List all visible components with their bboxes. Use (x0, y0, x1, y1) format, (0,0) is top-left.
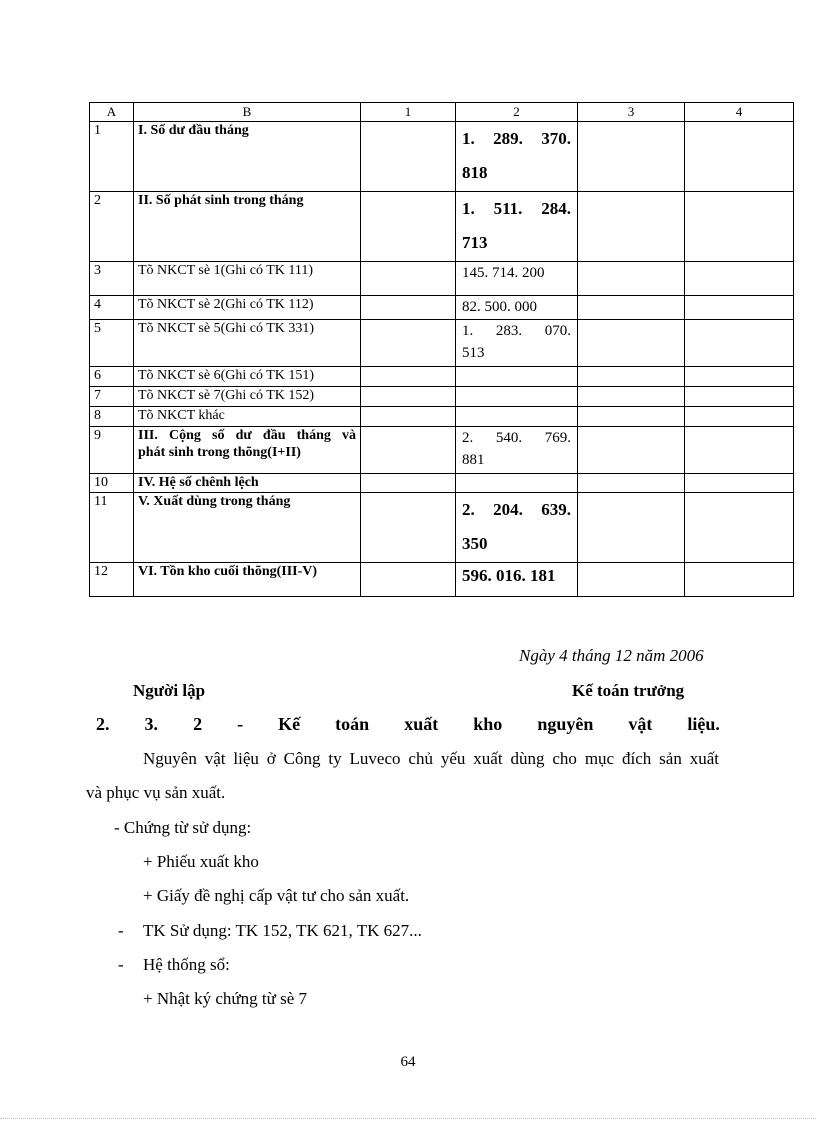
cell-col1 (361, 563, 456, 597)
cell-col1 (361, 407, 456, 427)
cell-col3 (578, 367, 685, 387)
heading-word: toán (335, 714, 370, 734)
cell-col1 (361, 262, 456, 296)
paragraph-line: Nguyên vật liệu ở Công ty Luveco chủ yếu xuất dùng cho mục đích sản xuất (143, 749, 719, 768)
list-item: + Phiếu xuất kho (143, 852, 259, 871)
col-header-a: A (90, 103, 134, 122)
row-label: V. Xuất dùng trong tháng (134, 493, 361, 563)
cell-col1 (361, 192, 456, 262)
table-row (90, 122, 794, 192)
value-line: 513 (462, 345, 485, 361)
cell-col4 (685, 296, 794, 320)
cell-col2 (456, 407, 578, 427)
heading-word: liệu. (687, 714, 720, 734)
heading-word: 2 (193, 714, 203, 734)
row-label: VI. Tồn kho cuối thõng(III-V) (134, 563, 361, 597)
date-line: Ngày 4 tháng 12 năm 2006 (519, 646, 704, 665)
cell-col1 (361, 427, 456, 474)
row-index: 4 (90, 296, 134, 320)
table-row (90, 474, 794, 493)
row-index: 11 (90, 493, 134, 563)
cell-col2 (456, 493, 578, 563)
value-line: 881 (462, 452, 485, 468)
row-label: I. Số dư đầu tháng (134, 122, 361, 192)
row-label: IV. Hệ số chênh lệch (134, 474, 361, 493)
cell-col2: 145. 714. 200 (456, 262, 578, 296)
cell-col4 (685, 427, 794, 474)
cell-col2 (456, 192, 578, 262)
row-index: 5 (90, 320, 134, 367)
cell-col2 (456, 122, 578, 192)
col-header-2: 2 (456, 103, 578, 122)
ledger-table (89, 102, 794, 597)
cell-col1 (361, 296, 456, 320)
row-index: 10 (90, 474, 134, 493)
cell-col4 (685, 407, 794, 427)
col-header-1: 1 (361, 103, 456, 122)
row-index: 12 (90, 563, 134, 597)
cell-col3 (578, 563, 685, 597)
cell-col4 (685, 387, 794, 407)
row-label: Tõ NKCT sè 2(Ghi có TK 112) (134, 296, 361, 320)
cell-col2: 596. 016. 181 (456, 563, 578, 597)
cell-col4 (685, 493, 794, 563)
row-label: Tõ NKCT sè 5(Ghi có TK 331) (134, 320, 361, 367)
row-index: 7 (90, 387, 134, 407)
list-item: + Giấy đề nghị cấp vật tư cho sản xuất. (143, 886, 410, 905)
cell-col4 (685, 563, 794, 597)
cell-col1 (361, 122, 456, 192)
label-line: III. Cộng số dư đầu tháng và (138, 428, 356, 443)
row-index: 6 (90, 367, 134, 387)
col-header-4: 4 (685, 103, 794, 122)
table-row (90, 387, 794, 407)
cell-col4 (685, 262, 794, 296)
cell-col3 (578, 296, 685, 320)
cell-col3 (578, 262, 685, 296)
table-row (90, 192, 794, 262)
table-row (90, 493, 794, 563)
cell-col2 (456, 320, 578, 367)
cell-col1 (361, 367, 456, 387)
list-heading: - Chứng từ sử dụng: (114, 818, 252, 837)
cell-col3 (578, 192, 685, 262)
table-row (90, 320, 794, 367)
row-index: 9 (90, 427, 134, 474)
table-header-row (90, 103, 794, 122)
row-label (134, 427, 361, 474)
table-row (90, 367, 794, 387)
heading-word: - (237, 714, 244, 734)
value-line: 1. 289. 370. (462, 129, 571, 148)
cell-col4 (685, 320, 794, 367)
heading-word: kho (473, 714, 503, 734)
value-line: 818 (462, 163, 488, 182)
page-number: 64 (400, 1054, 416, 1070)
row-index: 8 (90, 407, 134, 427)
value-line: 2. 204. 639. (462, 500, 571, 519)
paragraph-line: và phục vụ sản xuất. (86, 783, 226, 802)
cell-col1 (361, 493, 456, 563)
cell-col3 (578, 387, 685, 407)
cell-col3 (578, 320, 685, 367)
row-index: 2 (90, 192, 134, 262)
row-label: Tõ NKCT sè 6(Ghi có TK 151) (134, 367, 361, 387)
cell-col1 (361, 387, 456, 407)
cell-col4 (685, 474, 794, 493)
row-label: Tõ NKCT sè 1(Ghi có TK 111) (134, 262, 361, 296)
cell-col2 (456, 427, 578, 474)
signer-chief-accountant: Kế toán trưởng (572, 681, 685, 700)
row-index: 3 (90, 262, 134, 296)
cell-col4 (685, 192, 794, 262)
row-label: Tõ NKCT khác (134, 407, 361, 427)
value-line: 713 (462, 233, 488, 252)
row-label: Tõ NKCT sè 7(Ghi có TK 152) (134, 387, 361, 407)
cell-col2: 82. 500. 000 (456, 296, 578, 320)
value-line: 2. 540. 769. (462, 430, 571, 446)
list-bullet: - (118, 921, 124, 940)
cell-col4 (685, 122, 794, 192)
heading-word: vật (628, 714, 653, 734)
cell-col2 (456, 387, 578, 407)
list-bullet: - (118, 955, 124, 974)
list-item: + Nhật ký chứng từ sè 7 (143, 989, 307, 1008)
cell-col2 (456, 474, 578, 493)
signer-preparer: Người lập (133, 681, 206, 700)
cell-col1 (361, 474, 456, 493)
heading-word: xuất (404, 714, 439, 734)
table-row (90, 296, 794, 320)
table-row (90, 407, 794, 427)
list-item: TK Sử dụng: TK 152, TK 621, TK 627... (143, 921, 422, 940)
heading-word: Kế (278, 714, 301, 734)
cell-col3 (578, 474, 685, 493)
cell-col1 (361, 320, 456, 367)
row-label: II. Số phát sinh trong tháng (134, 192, 361, 262)
cell-col4 (685, 367, 794, 387)
heading-word: 2. (96, 714, 110, 734)
page-bottom-divider (0, 1118, 816, 1119)
section-heading (96, 714, 720, 735)
value-line: 1. 511. 284. (462, 199, 571, 218)
value-line: 1. 283. 070. (462, 323, 571, 339)
col-header-b: B (134, 103, 361, 122)
cell-col3 (578, 493, 685, 563)
table-row (90, 262, 794, 296)
cell-col3 (578, 407, 685, 427)
heading-word: nguyên (537, 714, 594, 734)
col-header-3: 3 (578, 103, 685, 122)
heading-word: 3. (144, 714, 159, 734)
cell-col3 (578, 427, 685, 474)
table-row (90, 563, 794, 597)
cell-col2 (456, 367, 578, 387)
cell-col3 (578, 122, 685, 192)
value-line: 350 (462, 534, 488, 553)
row-index: 1 (90, 122, 134, 192)
table-row (90, 427, 794, 474)
list-item: Hệ thống sổ: (143, 955, 230, 974)
label-line: phát sinh trong thõng(I+II) (138, 445, 301, 460)
